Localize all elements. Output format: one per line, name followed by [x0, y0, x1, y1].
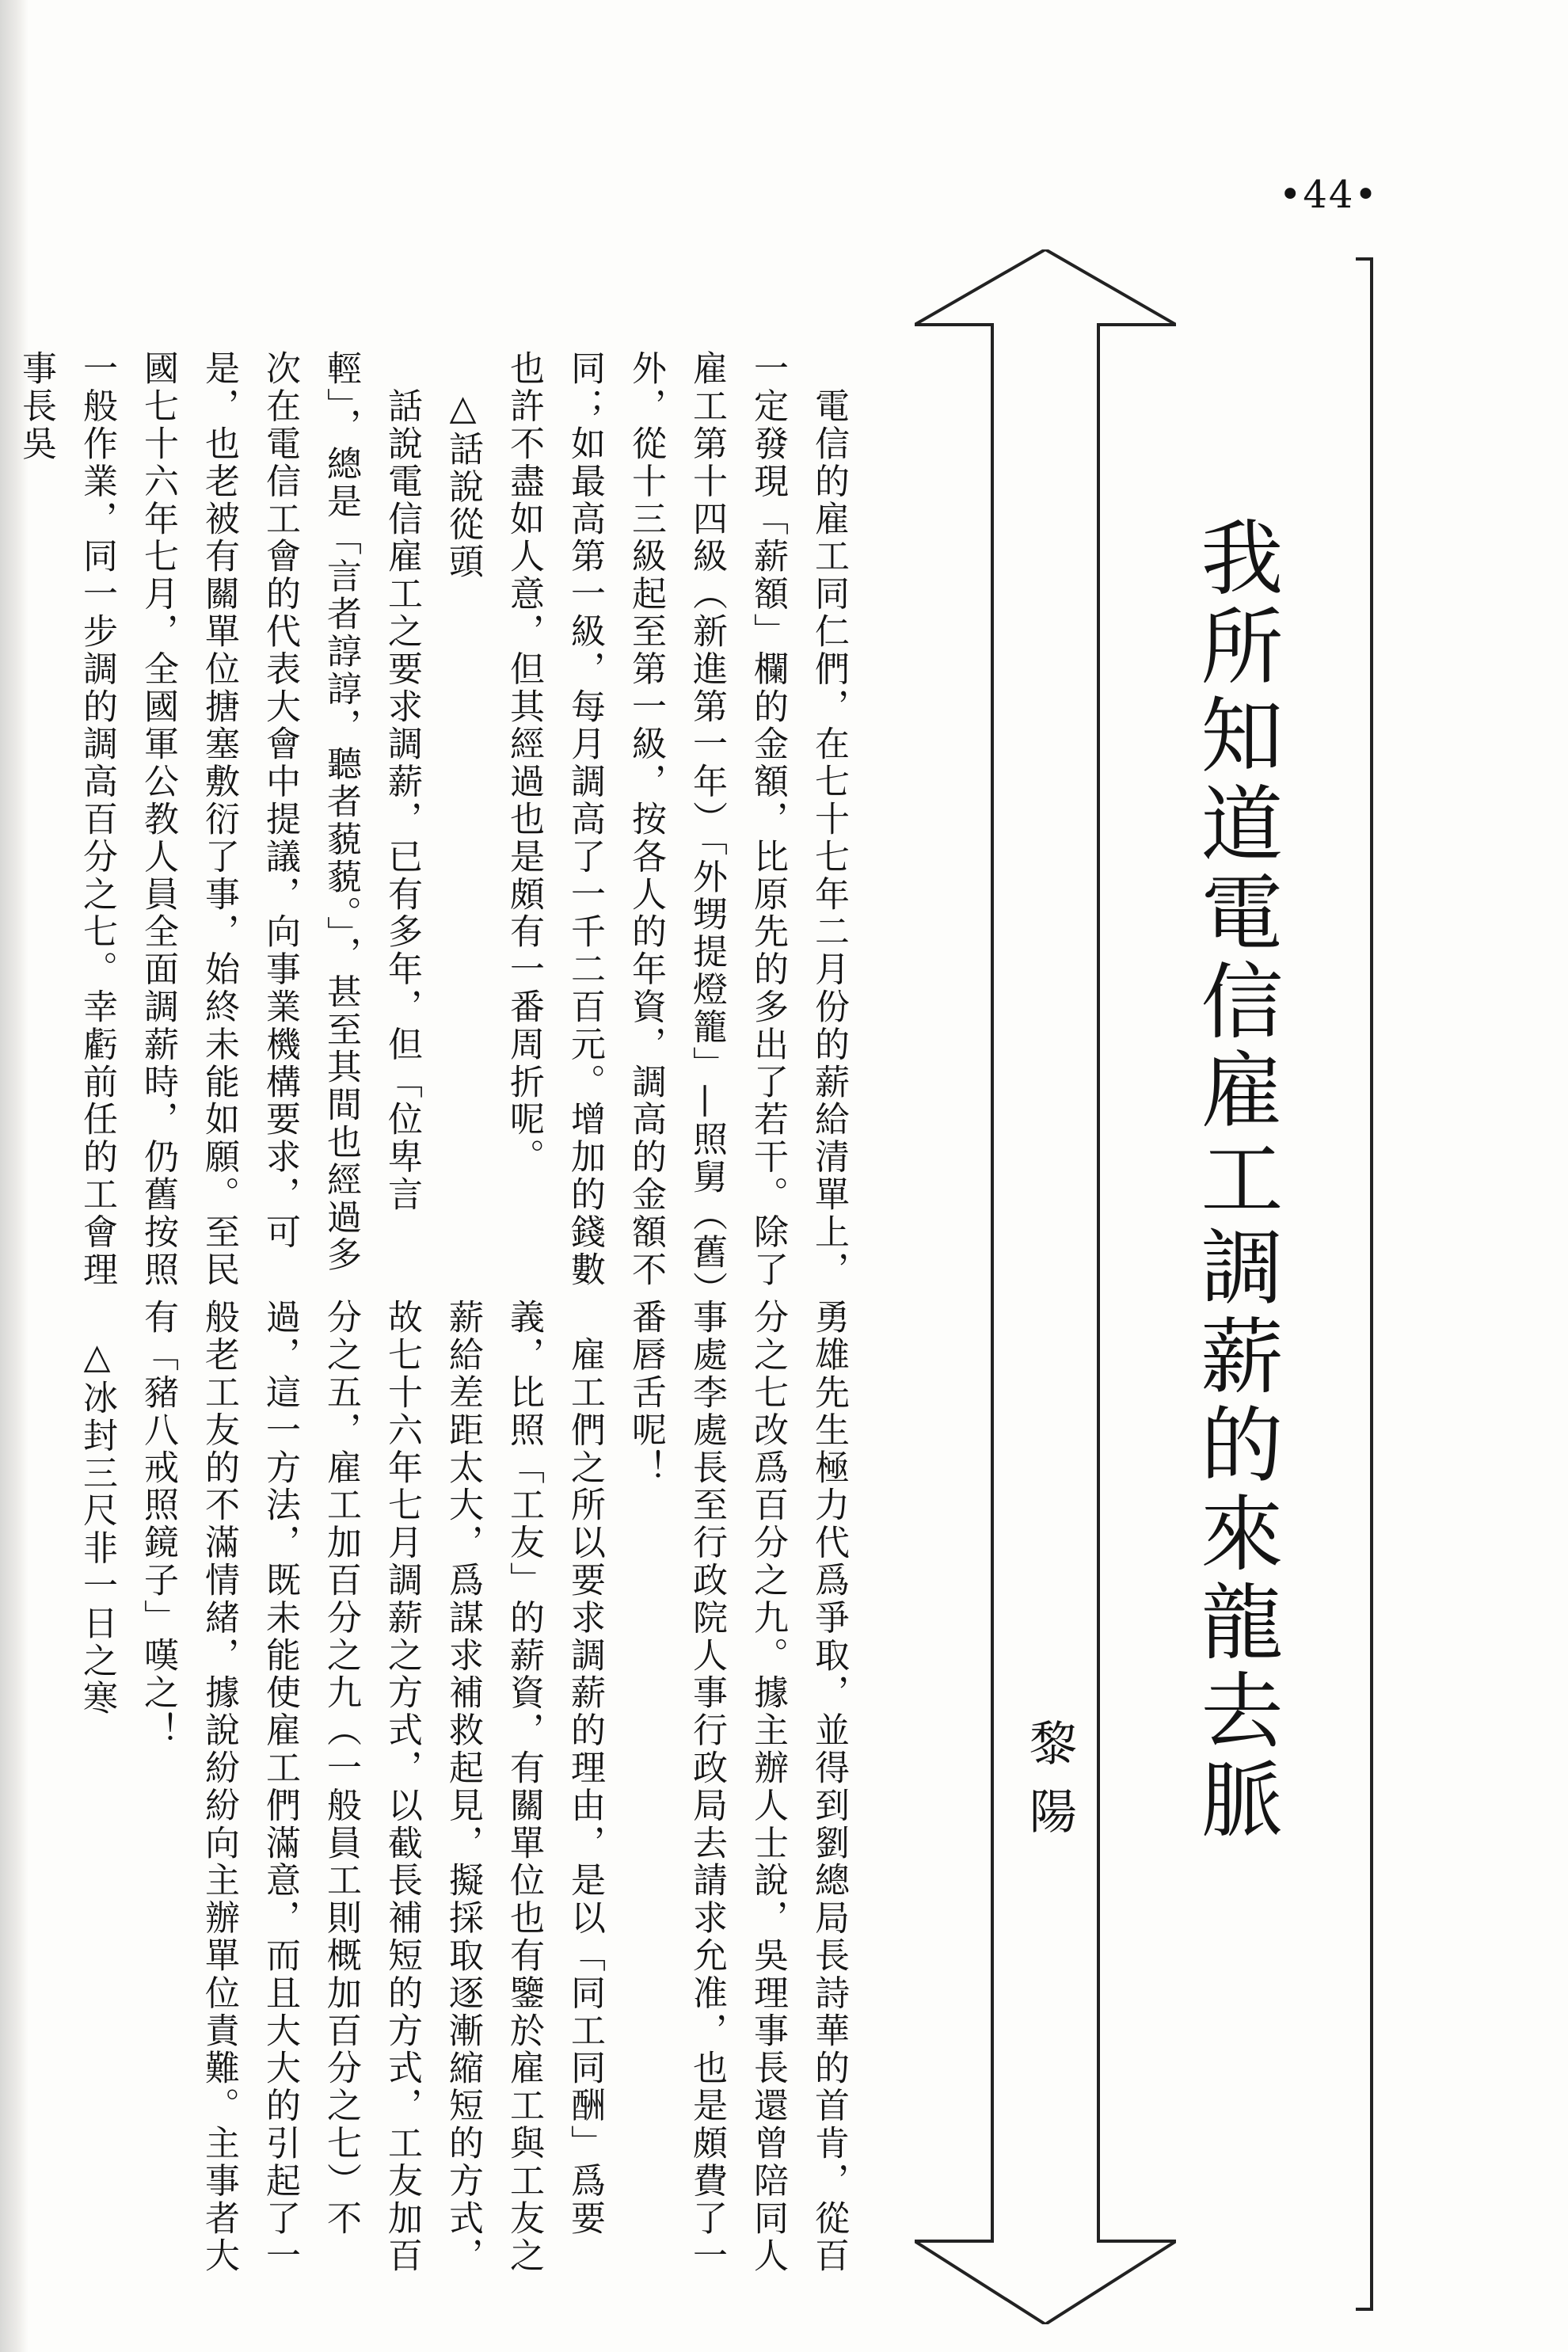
article-author: 黎陽	[1022, 1718, 1077, 1855]
title-bracket-right	[1356, 257, 1373, 2311]
article-body-lower	[67, 1299, 859, 2281]
section-heading-beginning: △話說從頭	[443, 350, 483, 581]
double-arrow-icon	[915, 249, 1176, 2324]
paragraph-1: 電信的雇工同仁們，在七十七年二月份的薪給清單上，一定發現「薪額」欄的金額，比原先的多出了若干。除了雇工第十四級（新進第一年）「外甥提燈籠」—照舅（舊）外，從十三級起至第一級，按各人的年資，調高的金額不同；如最高第一級，每月調高了一千二百元。增加的錢數也許不盡如人意，但其經過也是頗有一番周折呢。	[504, 350, 849, 1292]
section-heading-ice: △冰封三尺非一日之寒	[77, 1299, 117, 1718]
article-title: 我所知道電信雇工調薪的來龍去脈	[1186, 515, 1284, 1845]
page-number: •44•	[1279, 173, 1379, 217]
paragraph-3: 雇工們之所以要求調薪的理由，是以「同工同酬」爲要義，比照「工友」的薪資，有關單位也有鑒於雇工與工友之薪給差距太大，爲謀求補救起見，擬採取逐漸縮短的方式，故七十六年七月調薪之方式，以截長補短的方式，工友加百分之五，雇工加百分之九（一般員工則概加百分之七）不過，這一方法，既未能使雇工們滿意，而且大大的引起了一般老工友的不滿情緒，據說紛紛向主辦單位責難。主事者大有「豬八戒照鏡子」嘆之！	[138, 1299, 605, 2275]
paragraph-2-cont: 勇雄先生極力代爲爭取，並得到劉總局長詩華的首肯，從百分之七改爲百分之九。據主辦人士說，吳理事長還曾陪同人事處李處長至行政院人事行政局去請求允准，也是頗費了一番唇舌呢！	[626, 1299, 849, 2275]
article-body-upper	[6, 350, 859, 1308]
paragraph-2: 話說電信雇工之要求調薪，已有多年，但「位卑言輕」，總是「言者諄諄，聽者藐藐。」，甚至其間也經過多次在電信工會的代表大會中提議，向事業機構要求，可是，也老被有關單位搪塞敷衍了事，始終未能如願。至民國七十六年七月，全國軍公教人員全面調薪時，仍舊按照一般作業，同一步調的調高百分之七。幸虧前任的工會理事長吳	[16, 350, 422, 1288]
